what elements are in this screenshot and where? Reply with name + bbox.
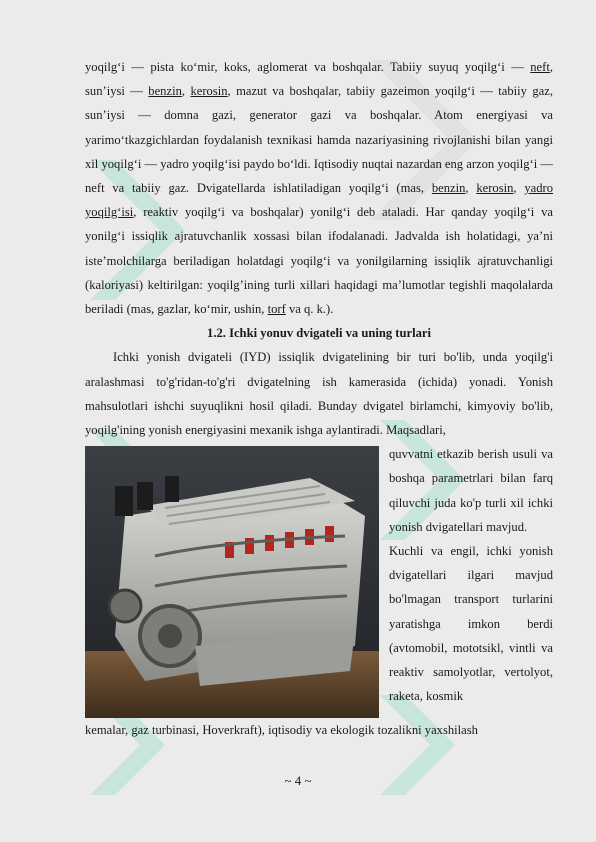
paragraph-continuation: kemalar, gaz turbinasi, Hoverkraft), iqtisodiy va ekologik tozalikni yaxshilash [85, 723, 478, 738]
figure-block [85, 442, 553, 708]
engine-photo [85, 446, 379, 718]
term-benzin: benzin [148, 84, 182, 99]
term-yadro: yadro yoqilg‘isi [85, 181, 554, 220]
term-kerosin: kerosin [476, 181, 514, 196]
paragraph-engine-types: quvvatni etkazib berish usuli va boshqa parametrlari bilan farq qiluvchi juda ko'p turli xil ichki yonish dvigatellari mavjud. [389, 447, 553, 534]
section-heading: 1.2. Ichki yonuv dvigateli va uning turlari [207, 326, 431, 341]
term-kerosin: kerosin [190, 84, 228, 99]
term-neft: neft [530, 60, 550, 74]
paragraph-engine-intro: Ichki yonish dvigateli (IYD) issiqlik dvigatelining bir turi bo'lib, unda yoqilg'i aralashmasi to'g'ridan-to'g'ri dvigatelning ish kamerasida (ichida) yonadi. Yonish mahsulotlari ishchi suyuqlikni hosil qiladi. Bunday dvigatel birlamchi, kimyoviy bo'lib, yoqilg'ining yonish energiyasini mexanik ishga aylantiradi. Maqsadlari, [85, 350, 553, 438]
term-benzin: benzin [431, 181, 466, 196]
page-number: ~ 4 ~ [284, 773, 312, 788]
term-torf: torf [267, 302, 286, 317]
page-content [85, 55, 553, 742]
paragraph-engine-benefits: Kuchli va engil, ichki yonish dvigatellari ilgari mavjud bo'lmagan transport turlarini yaratishga imkon berdi (avtomobil, mototsikl, vintli va reaktiv samolyotlar, vertolyot, raketa, kosmik [389, 544, 553, 704]
paragraph-fuel: yoqilg‘i — pista ko‘mir, koks, aglomerat va boshqalar. Tabiiy suyuq yoqilg‘i — neft, sun’iysi — benzin, kerosin, mazut va boshqalar, tabiiy gazeimon yoqilg‘i — tabiiy gaz, sun’iysi — domna gazi, generator gazi va boshqalar. Atom energiyasi va yarimo‘tkazgichlardan foydalanish texnikasi hamda nazariyasining rivojlanishi bilan yangi xil yoqilg‘i — yadro yoqilg‘isi paydo bo‘ldi. Iqtisodiy nuqtai nazardan eng arzon yoqilg‘i —neft va tabiiy gaz. Dvigatellarda ishlatiladigan yoqilg‘i (mas, benzin, kerosin, yadro yoqilg‘isi, reaktiv yoqilg‘i va boshqalar) yonilg‘i deb ataladi. Har qanday yoqilg‘i va yonilg‘i issiqlik ajratuvchanlik xossasi bilan ifodalanadi. Jadvalda ish holatidagi, ya’ni iste’molchilarga beriladigan holatdagi yoqilg‘i va yonilgilarning issiqlik ajratuvchanligi (kaloriyasi) keltirilgan: yoqilg’ining turli xillari haqidagi ma’lumotlar tegishli maqolalarda beriladi (mas, gazlar, ko‘mir, ushin, torf va q. k.). [85, 60, 554, 317]
